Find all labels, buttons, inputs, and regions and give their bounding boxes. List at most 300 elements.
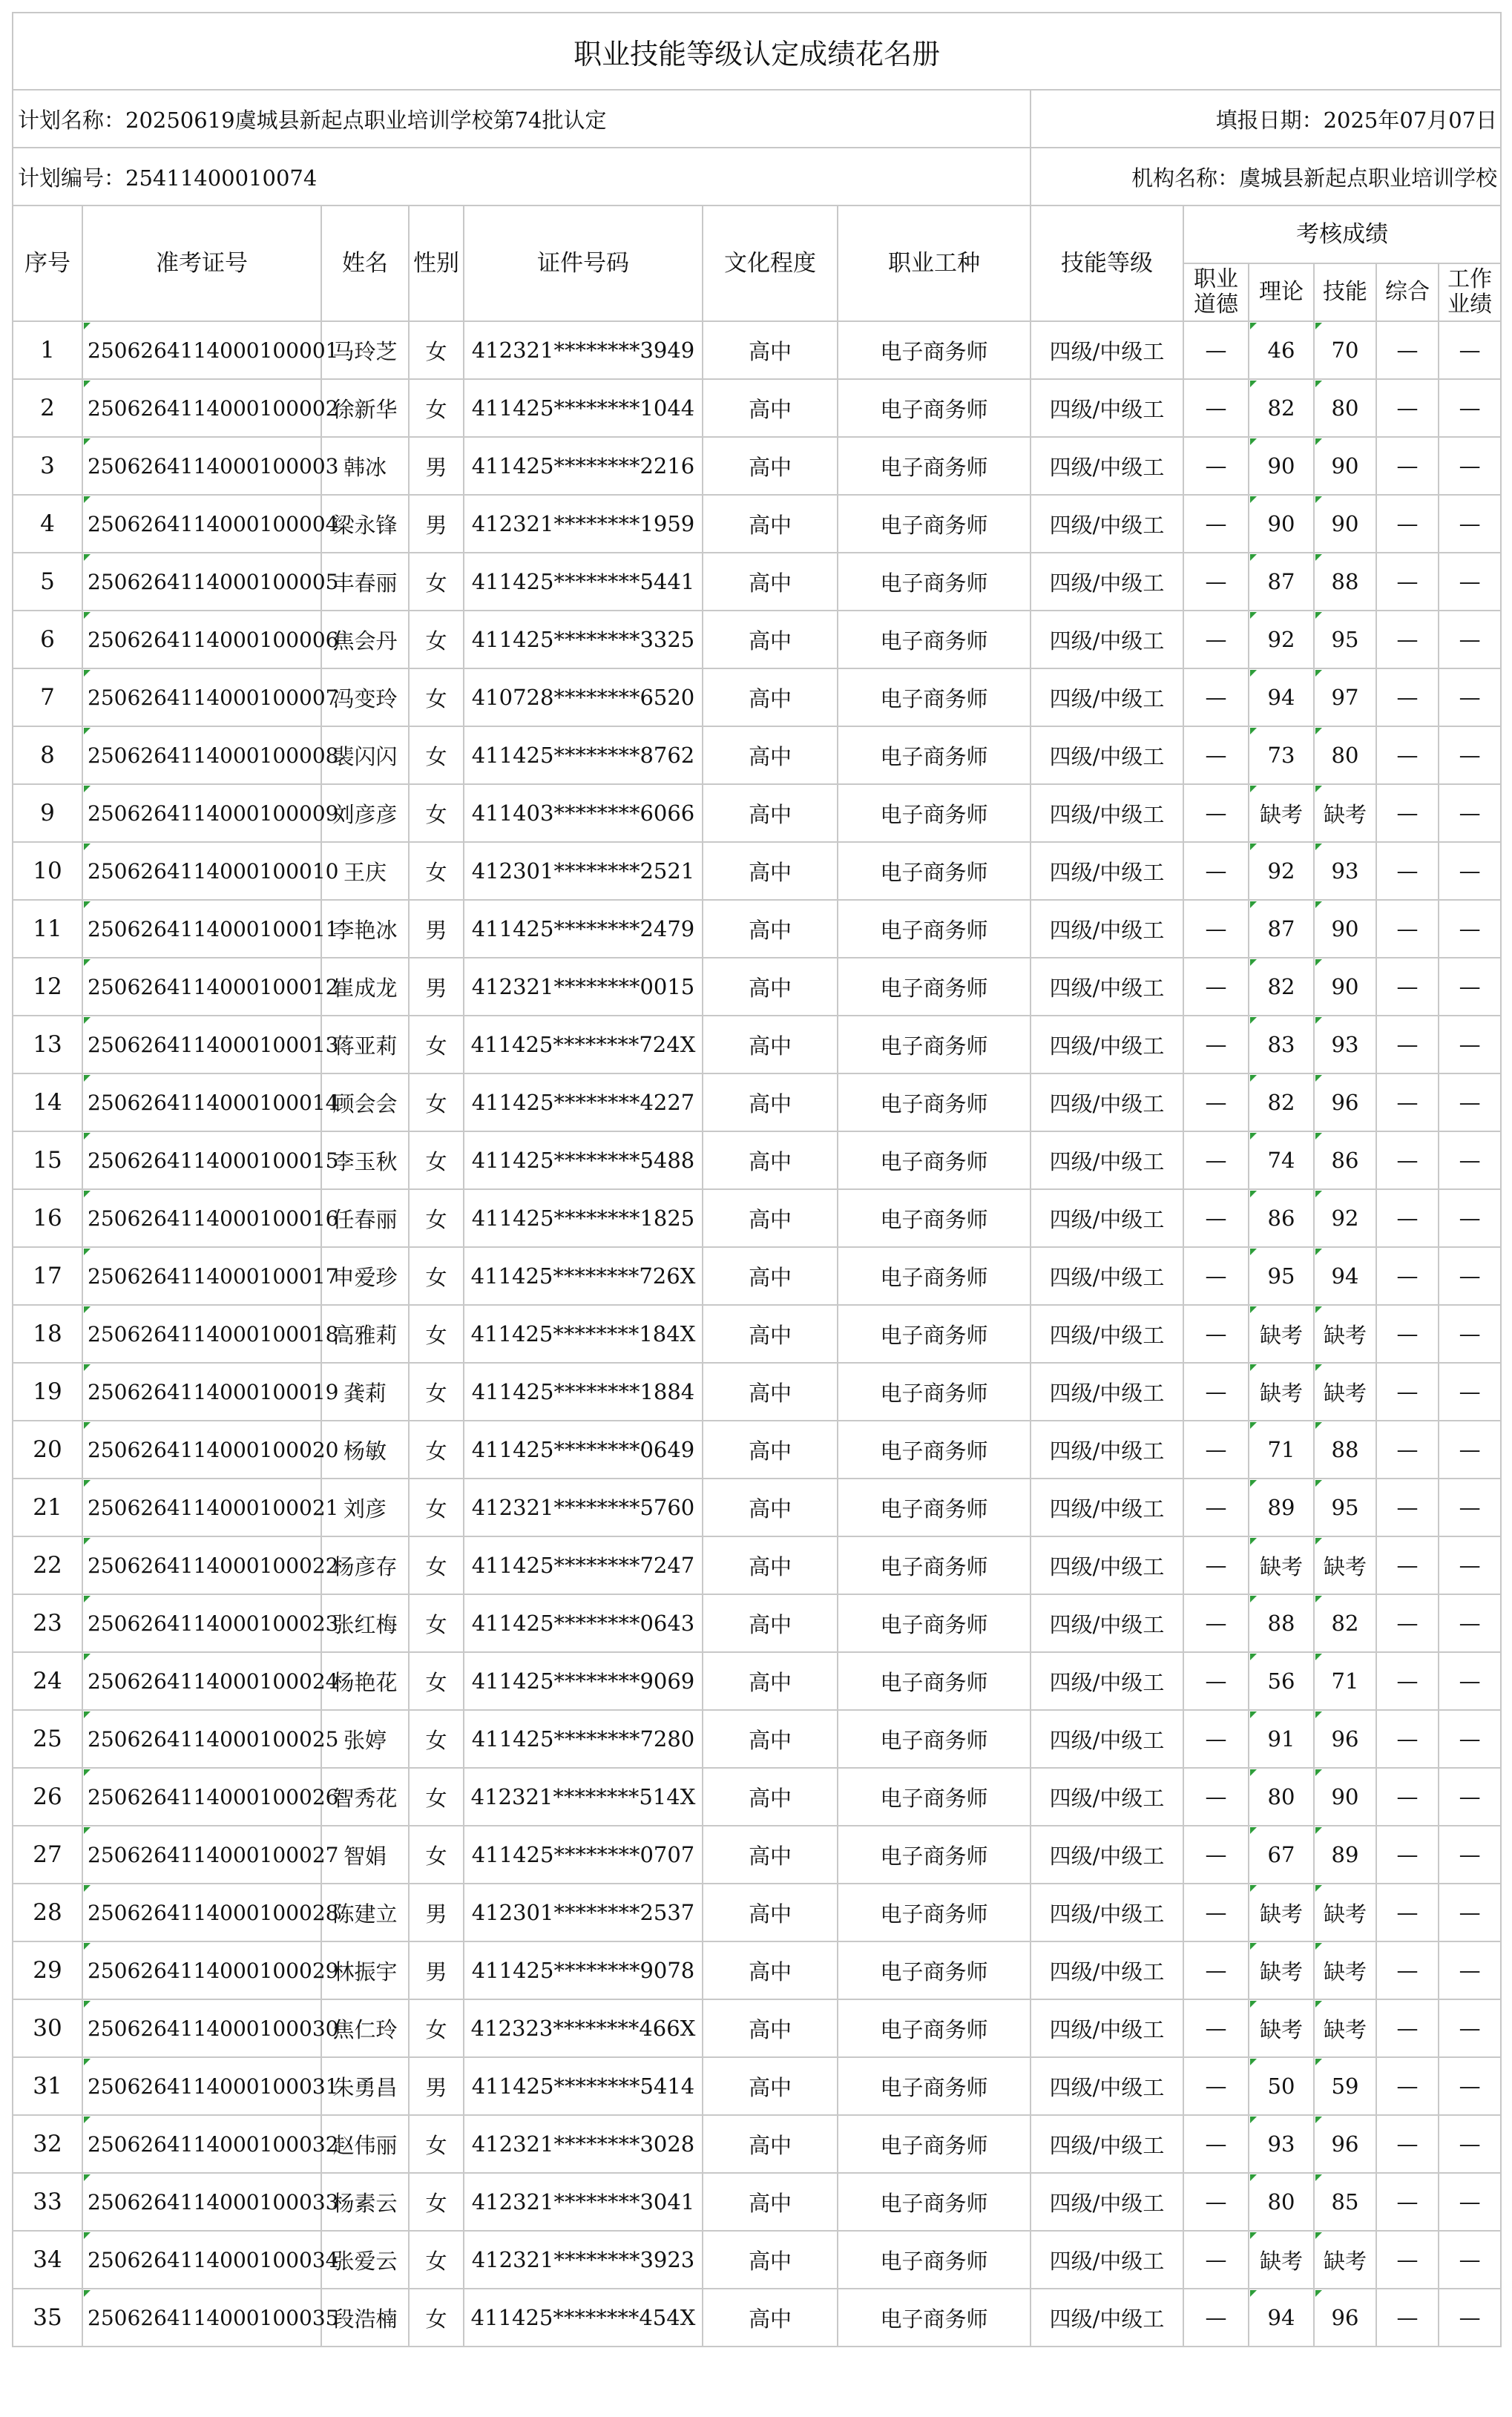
- cell-ethics-score: —: [1183, 842, 1249, 900]
- cell-name: 张婷: [321, 1710, 409, 1768]
- cell-ethics-score: —: [1183, 726, 1249, 784]
- cell-name: 焦会丹: [321, 611, 409, 668]
- cell-index: 9: [13, 784, 82, 842]
- table-row: [13, 1652, 1501, 1710]
- cell-exam-number: 2506264114000100012: [82, 958, 321, 1016]
- cell-ethics-score: —: [1183, 321, 1249, 379]
- cell-name: 马玲芝: [321, 321, 409, 379]
- cell-index: 22: [13, 1536, 82, 1594]
- cell-gender: 女: [409, 1073, 464, 1131]
- table-row: [13, 2057, 1501, 2115]
- cell-name: 韩冰: [321, 437, 409, 495]
- cell-index: 18: [13, 1305, 82, 1363]
- cell-exam-number: 2506264114000100013: [82, 1016, 321, 1073]
- cell-theory-score: 86: [1249, 1189, 1314, 1247]
- cell-overall-score: —: [1376, 2289, 1439, 2347]
- cell-skill-score: 90: [1314, 495, 1376, 553]
- cell-gender: 女: [409, 784, 464, 842]
- cell-id-number: 412321********0015: [464, 958, 703, 1016]
- cell-skill-level: 四级/中级工: [1031, 1131, 1183, 1189]
- cell-skill-level: 四级/中级工: [1031, 1421, 1183, 1479]
- cell-performance-score: —: [1439, 1652, 1501, 1710]
- cell-theory-score: 缺考: [1249, 1941, 1314, 1999]
- cell-education: 高中: [703, 958, 838, 1016]
- cell-education: 高中: [703, 553, 838, 611]
- cell-education: 高中: [703, 726, 838, 784]
- header-occupation: 职业工种: [838, 205, 1031, 321]
- cell-overall-score: —: [1376, 2231, 1439, 2289]
- cell-ethics-score: —: [1183, 1884, 1249, 1941]
- cell-theory-score: 56: [1249, 1652, 1314, 1710]
- cell-gender: 女: [409, 1305, 464, 1363]
- cell-gender: 女: [409, 726, 464, 784]
- table-row: [13, 668, 1501, 726]
- cell-name: 段浩楠: [321, 2289, 409, 2347]
- cell-performance-score: —: [1439, 2115, 1501, 2173]
- table-row: [13, 1016, 1501, 1073]
- cell-theory-score: 缺考: [1249, 1884, 1314, 1941]
- cell-id-number: 411425********5488: [464, 1131, 703, 1189]
- cell-id-number: 411425********1825: [464, 1189, 703, 1247]
- cell-occupation: 电子商务师: [838, 1941, 1031, 1999]
- cell-skill-score: 85: [1314, 2173, 1376, 2231]
- header-name: 姓名: [321, 205, 409, 321]
- cell-overall-score: —: [1376, 1247, 1439, 1305]
- cell-performance-score: —: [1439, 611, 1501, 668]
- cell-overall-score: —: [1376, 1536, 1439, 1594]
- cell-id-number: 412321********1959: [464, 495, 703, 553]
- cell-theory-score: 94: [1249, 2289, 1314, 2347]
- cell-theory-score: 94: [1249, 668, 1314, 726]
- header-ethics: 职业道德: [1183, 263, 1249, 321]
- cell-name: 焦仁玲: [321, 1999, 409, 2057]
- cell-education: 高中: [703, 1884, 838, 1941]
- cell-theory-score: 71: [1249, 1421, 1314, 1479]
- cell-id-number: 411425********4227: [464, 1073, 703, 1131]
- cell-name: 赵伟丽: [321, 2115, 409, 2173]
- cell-exam-number: 2506264114000100023: [82, 1594, 321, 1652]
- cell-name: 张爱云: [321, 2231, 409, 2289]
- cell-overall-score: —: [1376, 784, 1439, 842]
- table-row: [13, 611, 1501, 668]
- cell-theory-score: 87: [1249, 900, 1314, 958]
- cell-index: 6: [13, 611, 82, 668]
- cell-occupation: 电子商务师: [838, 1073, 1031, 1131]
- cell-occupation: 电子商务师: [838, 2057, 1031, 2115]
- cell-exam-number: 2506264114000100033: [82, 2173, 321, 2231]
- cell-overall-score: —: [1376, 1652, 1439, 1710]
- cell-theory-score: 90: [1249, 437, 1314, 495]
- cell-performance-score: —: [1439, 1189, 1501, 1247]
- cell-gender: 女: [409, 2173, 464, 2231]
- cell-skill-score: 96: [1314, 2289, 1376, 2347]
- cell-gender: 女: [409, 553, 464, 611]
- cell-index: 8: [13, 726, 82, 784]
- cell-ethics-score: —: [1183, 1710, 1249, 1768]
- cell-gender: 女: [409, 1652, 464, 1710]
- cell-theory-score: 82: [1249, 1073, 1314, 1131]
- cell-name: 智娟: [321, 1826, 409, 1884]
- cell-index: 7: [13, 668, 82, 726]
- cell-id-number: 411425********7280: [464, 1710, 703, 1768]
- cell-skill-level: 四级/中级工: [1031, 495, 1183, 553]
- cell-education: 高中: [703, 1073, 838, 1131]
- cell-name: 李艳冰: [321, 900, 409, 958]
- cell-overall-score: —: [1376, 726, 1439, 784]
- cell-exam-number: 2506264114000100027: [82, 1826, 321, 1884]
- cell-performance-score: —: [1439, 379, 1501, 437]
- cell-skill-score: 90: [1314, 437, 1376, 495]
- header-exam-number: 准考证号: [82, 205, 321, 321]
- cell-gender: 女: [409, 1999, 464, 2057]
- cell-index: 20: [13, 1421, 82, 1479]
- cell-exam-number: 2506264114000100005: [82, 553, 321, 611]
- cell-skill-level: 四级/中级工: [1031, 1999, 1183, 2057]
- cell-index: 32: [13, 2115, 82, 2173]
- header-skill: 技能: [1314, 263, 1376, 321]
- cell-exam-number: 2506264114000100032: [82, 2115, 321, 2173]
- cell-education: 高中: [703, 495, 838, 553]
- cell-occupation: 电子商务师: [838, 1016, 1031, 1073]
- cell-gender: 女: [409, 1536, 464, 1594]
- cell-name: 任春丽: [321, 1189, 409, 1247]
- cell-name: 林振宇: [321, 1941, 409, 1999]
- table-row: [13, 1363, 1501, 1421]
- cell-skill-score: 90: [1314, 900, 1376, 958]
- table-row: [13, 1768, 1501, 1826]
- cell-occupation: 电子商务师: [838, 1479, 1031, 1536]
- cell-skill-score: 94: [1314, 1247, 1376, 1305]
- cell-ethics-score: —: [1183, 1768, 1249, 1826]
- cell-education: 高中: [703, 1131, 838, 1189]
- cell-name: 崔成龙: [321, 958, 409, 1016]
- cell-performance-score: —: [1439, 1016, 1501, 1073]
- cell-exam-number: 2506264114000100016: [82, 1189, 321, 1247]
- cell-overall-score: —: [1376, 900, 1439, 958]
- cell-ethics-score: —: [1183, 1999, 1249, 2057]
- cell-index: 4: [13, 495, 82, 553]
- cell-education: 高中: [703, 379, 838, 437]
- cell-overall-score: —: [1376, 1768, 1439, 1826]
- cell-id-number: 411425********5441: [464, 553, 703, 611]
- cell-index: 10: [13, 842, 82, 900]
- cell-skill-score: 97: [1314, 668, 1376, 726]
- cell-skill-score: 95: [1314, 1479, 1376, 1536]
- cell-index: 28: [13, 1884, 82, 1941]
- cell-index: 16: [13, 1189, 82, 1247]
- cell-exam-number: 2506264114000100010: [82, 842, 321, 900]
- table-row: [13, 321, 1501, 379]
- cell-theory-score: 83: [1249, 1016, 1314, 1073]
- cell-performance-score: —: [1439, 900, 1501, 958]
- cell-gender: 女: [409, 1247, 464, 1305]
- cell-exam-number: 2506264114000100019: [82, 1363, 321, 1421]
- cell-id-number: 411425********1884: [464, 1363, 703, 1421]
- cell-ethics-score: —: [1183, 2115, 1249, 2173]
- cell-skill-score: 71: [1314, 1652, 1376, 1710]
- table-row: [13, 1710, 1501, 1768]
- cell-skill-level: 四级/中级工: [1031, 553, 1183, 611]
- cell-index: 17: [13, 1247, 82, 1305]
- cell-id-number: 411403********6066: [464, 784, 703, 842]
- cell-gender: 女: [409, 2289, 464, 2347]
- cell-index: 3: [13, 437, 82, 495]
- cell-overall-score: —: [1376, 321, 1439, 379]
- cell-ethics-score: —: [1183, 1479, 1249, 1536]
- cell-overall-score: —: [1376, 1479, 1439, 1536]
- cell-gender: 女: [409, 1826, 464, 1884]
- cell-name: 刘彦彦: [321, 784, 409, 842]
- cell-id-number: 411425********9078: [464, 1941, 703, 1999]
- cell-ethics-score: —: [1183, 668, 1249, 726]
- cell-exam-number: 2506264114000100009: [82, 784, 321, 842]
- cell-overall-score: —: [1376, 1421, 1439, 1479]
- cell-exam-number: 2506264114000100004: [82, 495, 321, 553]
- table-row: [13, 1479, 1501, 1536]
- cell-theory-score: 缺考: [1249, 1999, 1314, 2057]
- cell-exam-number: 2506264114000100026: [82, 1768, 321, 1826]
- cell-education: 高中: [703, 1016, 838, 1073]
- cell-ethics-score: —: [1183, 611, 1249, 668]
- cell-name: 蒋亚莉: [321, 1016, 409, 1073]
- cell-ethics-score: —: [1183, 553, 1249, 611]
- cell-performance-score: —: [1439, 1826, 1501, 1884]
- cell-performance-score: —: [1439, 842, 1501, 900]
- plan-number: 计划编号：25411400010074: [13, 148, 1031, 205]
- cell-theory-score: 缺考: [1249, 1536, 1314, 1594]
- cell-theory-score: 91: [1249, 1710, 1314, 1768]
- cell-id-number: 411425********2216: [464, 437, 703, 495]
- cell-ethics-score: —: [1183, 1421, 1249, 1479]
- cell-occupation: 电子商务师: [838, 668, 1031, 726]
- plan-name: 计划名称：20250619虞城县新起点职业培训学校第74批认定: [13, 90, 1031, 148]
- cell-ethics-score: —: [1183, 958, 1249, 1016]
- cell-performance-score: —: [1439, 1768, 1501, 1826]
- cell-education: 高中: [703, 2231, 838, 2289]
- cell-education: 高中: [703, 1363, 838, 1421]
- cell-ethics-score: —: [1183, 379, 1249, 437]
- header-gender: 性别: [409, 205, 464, 321]
- cell-gender: 女: [409, 611, 464, 668]
- cell-gender: 男: [409, 900, 464, 958]
- cell-occupation: 电子商务师: [838, 784, 1031, 842]
- table-row: [13, 2289, 1501, 2347]
- table-row: [13, 2115, 1501, 2173]
- table-row: [13, 1247, 1501, 1305]
- cell-id-number: 411425********5414: [464, 2057, 703, 2115]
- cell-exam-number: 2506264114000100001: [82, 321, 321, 379]
- cell-ethics-score: —: [1183, 1536, 1249, 1594]
- cell-id-number: 411425********0707: [464, 1826, 703, 1884]
- cell-education: 高中: [703, 611, 838, 668]
- cell-name: 智秀花: [321, 1768, 409, 1826]
- cell-gender: 女: [409, 1421, 464, 1479]
- cell-occupation: 电子商务师: [838, 958, 1031, 1016]
- cell-name: 高雅莉: [321, 1305, 409, 1363]
- header-skill-level: 技能等级: [1031, 205, 1183, 321]
- cell-overall-score: —: [1376, 1594, 1439, 1652]
- cell-id-number: 411425********184X: [464, 1305, 703, 1363]
- cell-overall-score: —: [1376, 1941, 1439, 1999]
- cell-occupation: 电子商务师: [838, 1247, 1031, 1305]
- cell-name: 梁永锋: [321, 495, 409, 553]
- cell-overall-score: —: [1376, 1131, 1439, 1189]
- table-row: [13, 1594, 1501, 1652]
- cell-skill-score: 缺考: [1314, 1363, 1376, 1421]
- cell-ethics-score: —: [1183, 2057, 1249, 2115]
- cell-index: 19: [13, 1363, 82, 1421]
- cell-index: 5: [13, 553, 82, 611]
- cell-name: 陈建立: [321, 1884, 409, 1941]
- cell-index: 15: [13, 1131, 82, 1189]
- cell-education: 高中: [703, 1536, 838, 1594]
- cell-skill-score: 88: [1314, 553, 1376, 611]
- table-row: [13, 1305, 1501, 1363]
- cell-skill-level: 四级/中级工: [1031, 1189, 1183, 1247]
- cell-skill-score: 缺考: [1314, 1536, 1376, 1594]
- cell-performance-score: —: [1439, 1247, 1501, 1305]
- cell-id-number: 411425********0649: [464, 1421, 703, 1479]
- cell-overall-score: —: [1376, 1016, 1439, 1073]
- cell-gender: 男: [409, 958, 464, 1016]
- cell-id-number: 412321********514X: [464, 1768, 703, 1826]
- table-row: [13, 1421, 1501, 1479]
- cell-id-number: 412301********2537: [464, 1884, 703, 1941]
- cell-skill-level: 四级/中级工: [1031, 726, 1183, 784]
- cell-index: 14: [13, 1073, 82, 1131]
- cell-overall-score: —: [1376, 2173, 1439, 2231]
- cell-skill-level: 四级/中级工: [1031, 958, 1183, 1016]
- cell-exam-number: 2506264114000100029: [82, 1941, 321, 1999]
- cell-exam-number: 2506264114000100014: [82, 1073, 321, 1131]
- cell-id-number: 410728********6520: [464, 668, 703, 726]
- cell-overall-score: —: [1376, 2115, 1439, 2173]
- table-row: [13, 495, 1501, 553]
- cell-occupation: 电子商务师: [838, 1363, 1031, 1421]
- cell-education: 高中: [703, 1305, 838, 1363]
- cell-theory-score: 缺考: [1249, 2231, 1314, 2289]
- cell-theory-score: 93: [1249, 2115, 1314, 2173]
- cell-skill-level: 四级/中级工: [1031, 784, 1183, 842]
- cell-id-number: 412321********3923: [464, 2231, 703, 2289]
- cell-exam-number: 2506264114000100024: [82, 1652, 321, 1710]
- cell-skill-level: 四级/中级工: [1031, 2231, 1183, 2289]
- header-education: 文化程度: [703, 205, 838, 321]
- cell-performance-score: —: [1439, 1884, 1501, 1941]
- cell-gender: 女: [409, 1710, 464, 1768]
- table-row: [13, 437, 1501, 495]
- cell-performance-score: —: [1439, 2231, 1501, 2289]
- table-row: [13, 553, 1501, 611]
- cell-gender: 男: [409, 437, 464, 495]
- cell-performance-score: —: [1439, 2289, 1501, 2347]
- cell-performance-score: —: [1439, 1999, 1501, 2057]
- cell-exam-number: 2506264114000100007: [82, 668, 321, 726]
- cell-ethics-score: —: [1183, 1652, 1249, 1710]
- roster-sheet: [12, 12, 1500, 2347]
- cell-performance-score: —: [1439, 495, 1501, 553]
- cell-gender: 男: [409, 1941, 464, 1999]
- cell-overall-score: —: [1376, 958, 1439, 1016]
- cell-name: 杨素云: [321, 2173, 409, 2231]
- cell-ethics-score: —: [1183, 2231, 1249, 2289]
- cell-exam-number: 2506264114000100025: [82, 1710, 321, 1768]
- cell-gender: 女: [409, 1016, 464, 1073]
- cell-skill-score: 缺考: [1314, 2231, 1376, 2289]
- cell-exam-number: 2506264114000100003: [82, 437, 321, 495]
- cell-name: 龚莉: [321, 1363, 409, 1421]
- cell-education: 高中: [703, 1421, 838, 1479]
- cell-skill-level: 四级/中级工: [1031, 321, 1183, 379]
- cell-performance-score: —: [1439, 553, 1501, 611]
- cell-occupation: 电子商务师: [838, 321, 1031, 379]
- cell-occupation: 电子商务师: [838, 1826, 1031, 1884]
- cell-theory-score: 89: [1249, 1479, 1314, 1536]
- cell-performance-score: —: [1439, 668, 1501, 726]
- cell-ethics-score: —: [1183, 784, 1249, 842]
- table-row: [13, 1073, 1501, 1131]
- table-row: [13, 1189, 1501, 1247]
- cell-skill-level: 四级/中级工: [1031, 1479, 1183, 1536]
- cell-skill-level: 四级/中级工: [1031, 1652, 1183, 1710]
- cell-skill-level: 四级/中级工: [1031, 1710, 1183, 1768]
- org-name: 机构名称：虞城县新起点职业培训学校: [1031, 148, 1501, 205]
- cell-ethics-score: —: [1183, 1131, 1249, 1189]
- cell-skill-score: 96: [1314, 1710, 1376, 1768]
- cell-education: 高中: [703, 2057, 838, 2115]
- cell-skill-level: 四级/中级工: [1031, 900, 1183, 958]
- cell-exam-number: 2506264114000100035: [82, 2289, 321, 2347]
- cell-theory-score: 87: [1249, 553, 1314, 611]
- cell-skill-level: 四级/中级工: [1031, 1594, 1183, 1652]
- cell-theory-score: 缺考: [1249, 784, 1314, 842]
- table-row: [13, 958, 1501, 1016]
- cell-performance-score: —: [1439, 784, 1501, 842]
- cell-id-number: 412321********5760: [464, 1479, 703, 1536]
- cell-index: 21: [13, 1479, 82, 1536]
- cell-ethics-score: —: [1183, 437, 1249, 495]
- cell-education: 高中: [703, 784, 838, 842]
- cell-name: 朱勇昌: [321, 2057, 409, 2115]
- cell-gender: 女: [409, 321, 464, 379]
- cell-id-number: 412323********466X: [464, 1999, 703, 2057]
- cell-id-number: 411425********3325: [464, 611, 703, 668]
- cell-gender: 女: [409, 1189, 464, 1247]
- cell-theory-score: 90: [1249, 495, 1314, 553]
- cell-name: 刘彦: [321, 1479, 409, 1536]
- cell-skill-score: 90: [1314, 1768, 1376, 1826]
- cell-occupation: 电子商务师: [838, 1710, 1031, 1768]
- header-overall: 综合: [1376, 263, 1439, 321]
- cell-education: 高中: [703, 2115, 838, 2173]
- cell-overall-score: —: [1376, 611, 1439, 668]
- cell-index: 25: [13, 1710, 82, 1768]
- cell-performance-score: —: [1439, 1536, 1501, 1594]
- cell-skill-level: 四级/中级工: [1031, 2057, 1183, 2115]
- cell-name: 李玉秋: [321, 1131, 409, 1189]
- cell-index: 30: [13, 1999, 82, 2057]
- cell-education: 高中: [703, 900, 838, 958]
- cell-skill-level: 四级/中级工: [1031, 1768, 1183, 1826]
- cell-exam-number: 2506264114000100020: [82, 1421, 321, 1479]
- cell-overall-score: —: [1376, 1305, 1439, 1363]
- cell-occupation: 电子商务师: [838, 2173, 1031, 2231]
- cell-education: 高中: [703, 1768, 838, 1826]
- cell-gender: 男: [409, 1884, 464, 1941]
- cell-theory-score: 82: [1249, 379, 1314, 437]
- cell-performance-score: —: [1439, 1594, 1501, 1652]
- header-scores-group: 考核成绩: [1183, 205, 1501, 263]
